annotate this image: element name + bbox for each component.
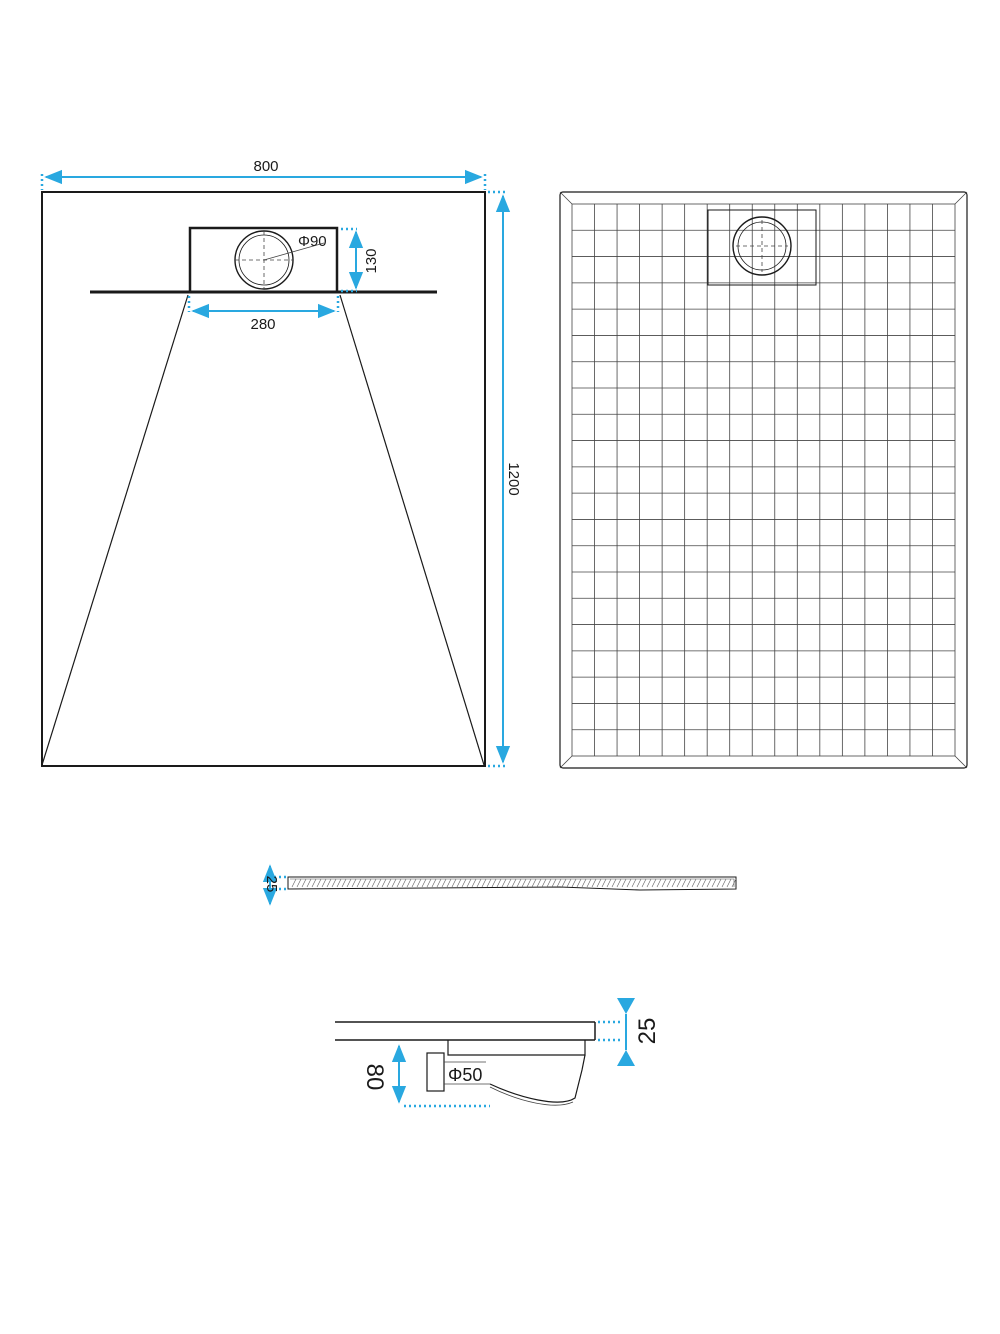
hatch-line [357, 879, 361, 887]
hatch-line [717, 879, 721, 887]
textured-drain-icon [733, 217, 791, 275]
slope-line-left [42, 295, 188, 765]
length-dimension [488, 192, 522, 766]
tray-outline [42, 192, 485, 766]
hatch-line [602, 879, 606, 887]
hatch-line [687, 879, 691, 887]
hatch-line [312, 879, 316, 887]
profile-thickness-label: 25 [634, 1017, 661, 1045]
hatch-line [522, 879, 526, 887]
hatch-line [607, 879, 611, 887]
slope-line-right [340, 295, 484, 765]
hatch-line [487, 879, 491, 887]
hatch-line [662, 879, 666, 887]
hatch-line [377, 879, 381, 887]
hatch-line [422, 879, 426, 887]
hatch-line [632, 879, 636, 887]
hatch-line [417, 879, 421, 887]
hatch-line [722, 879, 726, 887]
profile-hatching [292, 879, 736, 887]
hatch-line [667, 879, 671, 887]
hatch-line [462, 879, 466, 887]
hatch-line [657, 879, 661, 887]
hatch-line [637, 879, 641, 887]
hatch-line [292, 879, 296, 887]
hatch-line [582, 879, 586, 887]
side-profile-view [263, 866, 736, 904]
hatch-line [432, 879, 436, 887]
hatch-line [442, 879, 446, 887]
hatch-line [532, 879, 536, 887]
hatch-line [382, 879, 386, 887]
hatch-line [467, 879, 471, 887]
hatch-line [502, 879, 506, 887]
hatch-line [317, 879, 321, 887]
hatch-line [457, 879, 461, 887]
hatch-line [642, 879, 646, 887]
hatch-line [682, 879, 686, 887]
textured-tray-inner [572, 204, 955, 756]
hatch-line [392, 879, 396, 887]
drain-box-height-dimension [341, 229, 380, 291]
hatch-line [712, 879, 716, 887]
hatch-line [652, 879, 656, 887]
hatch-line [352, 879, 356, 887]
hatch-line [302, 879, 306, 887]
hatch-line [497, 879, 501, 887]
hatch-line [692, 879, 696, 887]
hatch-line [627, 879, 631, 887]
hatch-line [447, 879, 451, 887]
hatch-line [367, 879, 371, 887]
hatch-line [402, 879, 406, 887]
hatch-line [337, 879, 341, 887]
hatch-line [412, 879, 416, 887]
hatch-line [307, 879, 311, 887]
drain-diameter-label: Φ90 [298, 233, 327, 250]
hatch-line [362, 879, 366, 887]
hatch-line [727, 879, 731, 887]
hatch-line [297, 879, 301, 887]
hatch-line [597, 879, 601, 887]
hatch-line [592, 879, 596, 887]
hatch-line [407, 879, 411, 887]
siphon-outlet [427, 1053, 444, 1091]
hatch-line [702, 879, 706, 887]
width-label: 800 [253, 158, 279, 175]
tray-thickness-label: 25 [263, 875, 280, 893]
tile-grid [572, 204, 955, 756]
profile-thickness-dimension [598, 998, 661, 1066]
textured-surface-view [560, 192, 967, 768]
hatch-line [332, 879, 336, 887]
hatch-line [567, 879, 571, 887]
hatch-line [552, 879, 556, 887]
hatch-line [672, 879, 676, 887]
hatch-line [577, 879, 581, 887]
hatch-line [452, 879, 456, 887]
hatch-line [427, 879, 431, 887]
hatch-line [482, 879, 486, 887]
siphon-height-label: 80 [361, 1063, 388, 1091]
drain-box-height-label: 130 [363, 248, 380, 274]
hatch-line [512, 879, 516, 887]
hatch-line [527, 879, 531, 887]
hatch-line [437, 879, 441, 887]
hatch-line [347, 879, 351, 887]
hatch-line [342, 879, 346, 887]
tray-thickness-dimension [263, 866, 288, 904]
hatch-line [327, 879, 331, 887]
hatch-line [697, 879, 701, 887]
hatch-line [387, 879, 391, 887]
hatch-line [322, 879, 326, 887]
hatch-line [537, 879, 541, 887]
hatch-line [472, 879, 476, 887]
hatch-line [587, 879, 591, 887]
hatch-line [372, 879, 376, 887]
hatch-line [677, 879, 681, 887]
siphon-diameter-label: Φ50 [448, 1065, 483, 1085]
hatch-line [647, 879, 651, 887]
drain-box-width-dimension [189, 296, 338, 333]
hatch-line [542, 879, 546, 887]
hatch-line [617, 879, 621, 887]
hatch-line [507, 879, 511, 887]
hatch-line [492, 879, 496, 887]
hatch-line [397, 879, 401, 887]
hatch-line [477, 879, 481, 887]
textured-tray-outline [560, 192, 967, 768]
length-label: 1200 [505, 462, 522, 496]
hatch-line [622, 879, 626, 887]
drain-box-width-label: 280 [250, 316, 276, 333]
top-view-plan [42, 158, 522, 766]
hatch-line [517, 879, 521, 887]
hatch-line [547, 879, 551, 887]
hatch-line [707, 879, 711, 887]
hatch-line [572, 879, 576, 887]
drain-section-view [335, 998, 661, 1106]
hatch-line [562, 879, 566, 887]
hatch-line [612, 879, 616, 887]
hatch-line [557, 879, 561, 887]
width-dimension [42, 158, 485, 190]
